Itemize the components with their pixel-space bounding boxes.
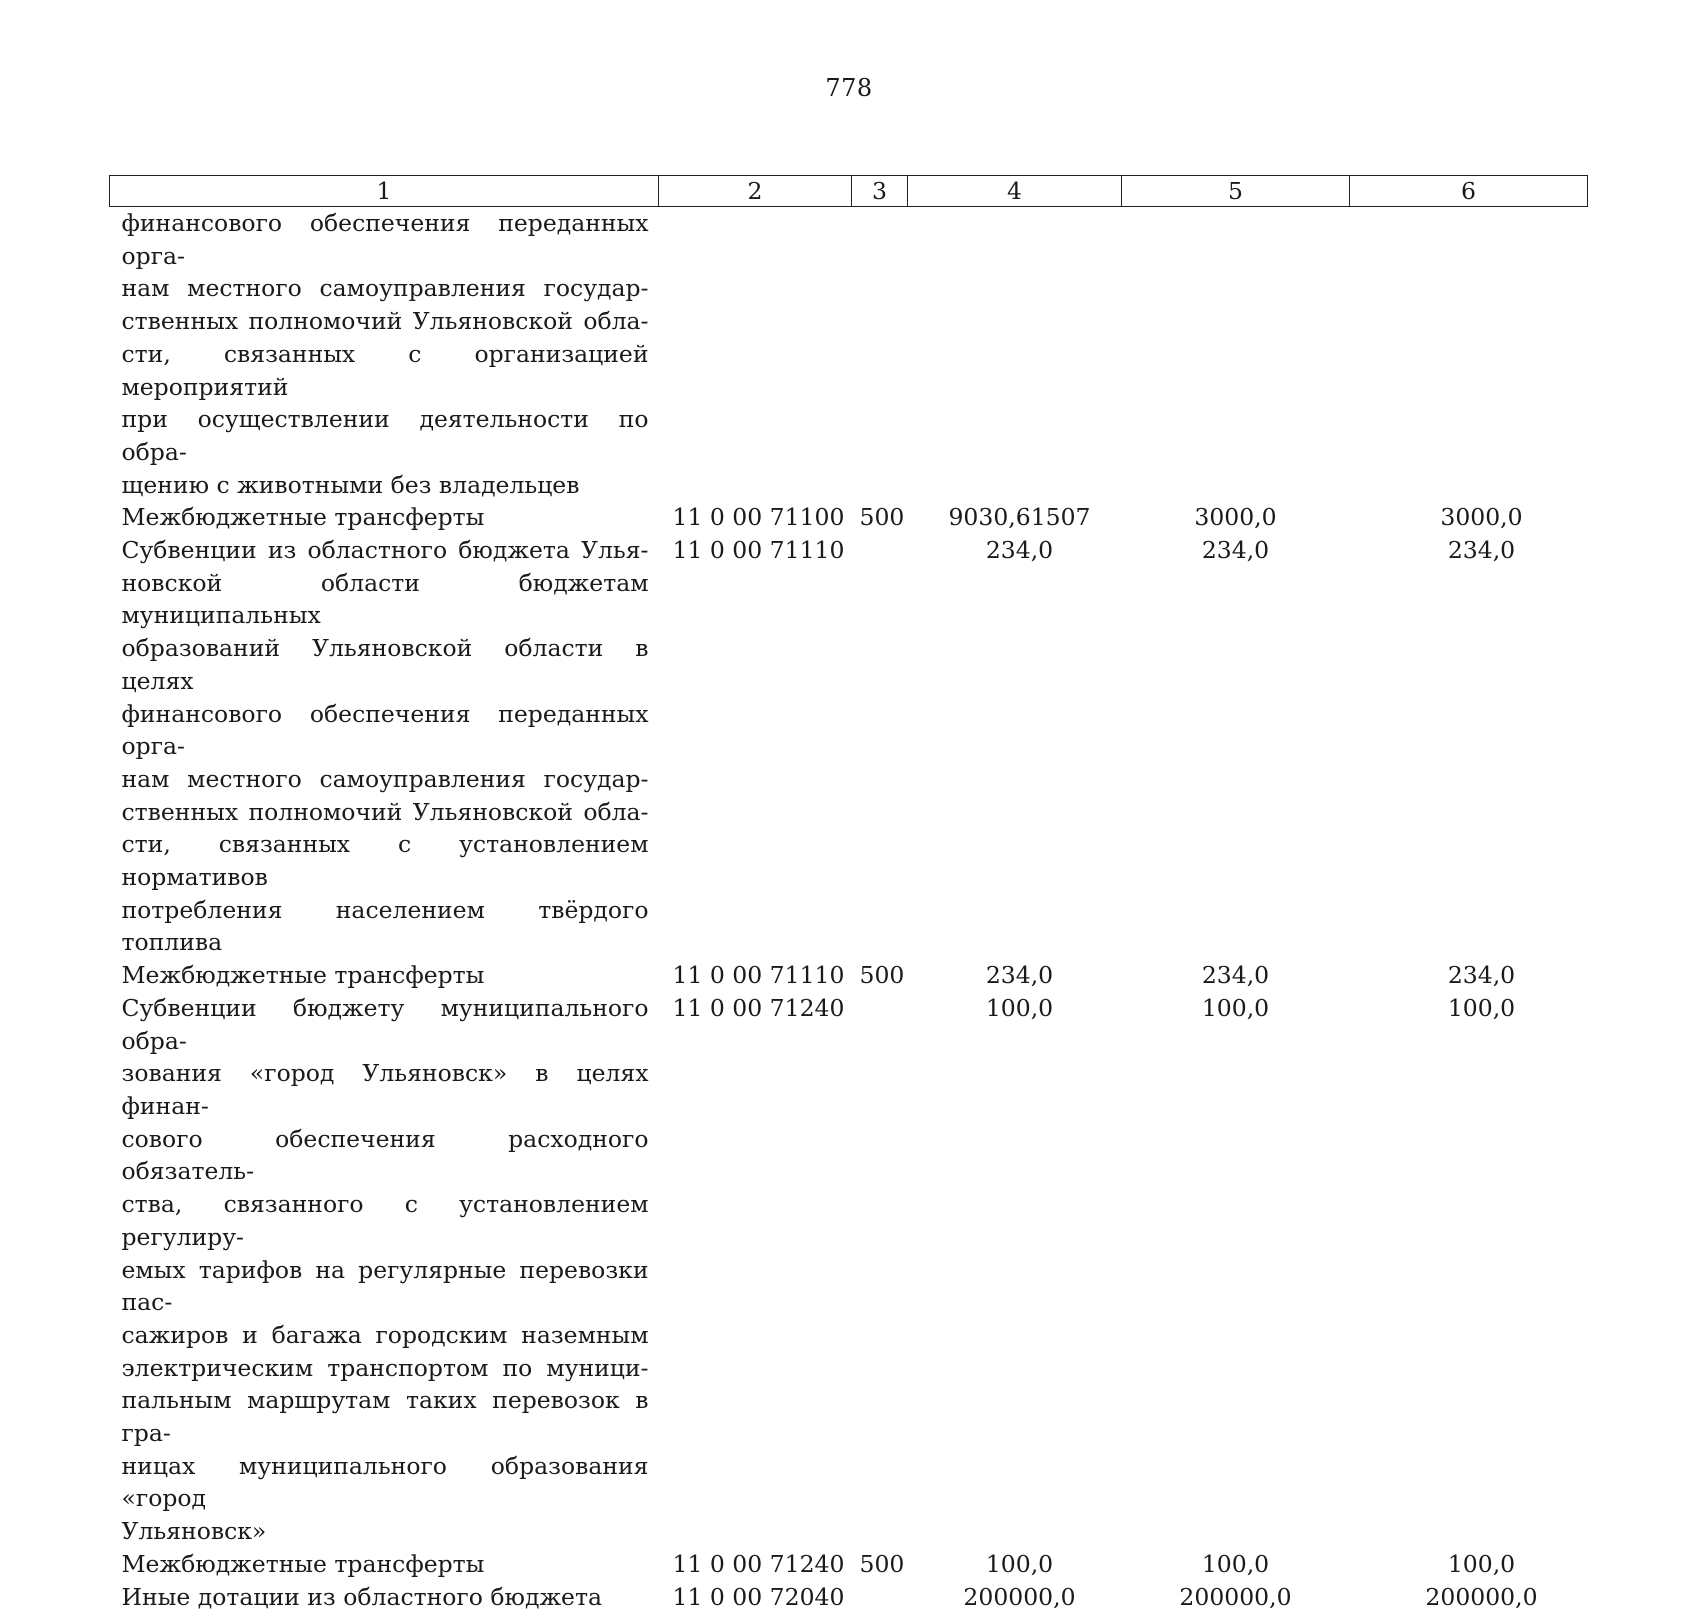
row-value-col5: 200000,0 bbox=[1122, 1581, 1350, 1613]
row-value-col5: 100,0 bbox=[1122, 992, 1350, 1548]
row-expense-type bbox=[852, 992, 908, 1548]
row-value-col4: 9030,61507 bbox=[908, 501, 1122, 534]
row-value-col6: 234,0 bbox=[1350, 534, 1588, 959]
row-name-line: Иные дотации из областного бюджета bbox=[122, 1581, 649, 1613]
row-name-line: нам местного самоуправления государ- bbox=[122, 272, 649, 305]
row-name-line: зования «город Ульяновск» в целях финан- bbox=[122, 1057, 649, 1122]
row-expense-type: 500 bbox=[852, 501, 908, 534]
row-csr-code: 11 0 00 72040 bbox=[659, 1581, 852, 1613]
row-name-line: сти, связанных с установлением нормативов bbox=[122, 828, 649, 893]
row-name bbox=[110, 534, 659, 959]
row-name-line: Межбюджетные трансферты bbox=[122, 1548, 649, 1581]
row-expense-type: 500 bbox=[852, 959, 908, 992]
row-name-line: электрическим транспортом по муници- bbox=[122, 1352, 649, 1385]
table-row bbox=[110, 207, 1588, 502]
header-col-3: 3 bbox=[852, 176, 908, 207]
budget-table bbox=[109, 175, 1588, 1613]
row-value-col6: 100,0 bbox=[1350, 992, 1588, 1548]
row-name-line: Межбюджетные трансферты bbox=[122, 501, 649, 534]
row-value-col5: 234,0 bbox=[1122, 959, 1350, 992]
row-name-line: Субвенции бюджету муниципального обра- bbox=[122, 992, 649, 1057]
table-row bbox=[110, 534, 1588, 959]
row-value-col4: 234,0 bbox=[908, 534, 1122, 959]
row-value-col5: 100,0 bbox=[1122, 1548, 1350, 1581]
row-csr-code: 11 0 00 71110 bbox=[659, 534, 852, 959]
header-col-6: 6 bbox=[1350, 176, 1588, 207]
table-header bbox=[110, 176, 1588, 207]
row-name-line: сти, связанных с организацией мероприятий bbox=[122, 338, 649, 403]
table-row bbox=[110, 501, 1588, 534]
row-name-line: финансового обеспечения переданных орга- bbox=[122, 698, 649, 763]
page-number: 778 bbox=[0, 74, 1698, 102]
row-value-col6: 200000,0 bbox=[1350, 1581, 1588, 1613]
row-expense-type bbox=[852, 1581, 908, 1613]
row-name-line: емых тарифов на регулярные перевозки пас- bbox=[122, 1254, 649, 1319]
row-name-line: Субвенции из областного бюджета Улья- bbox=[122, 534, 649, 567]
row-value-col5 bbox=[1122, 207, 1350, 502]
row-name-line: ницах муниципального образования «город bbox=[122, 1450, 649, 1515]
row-expense-type bbox=[852, 534, 908, 959]
row-name-line: ства, связанного с установлением регулиру- bbox=[122, 1188, 649, 1253]
row-csr-code: 11 0 00 71100 bbox=[659, 501, 852, 534]
header-col-2: 2 bbox=[659, 176, 852, 207]
row-name-line: пальным маршрутам таких перевозок в гра- bbox=[122, 1384, 649, 1449]
row-name-line: при осуществлении деятельности по обра- bbox=[122, 403, 649, 468]
row-csr-code: 11 0 00 71240 bbox=[659, 992, 852, 1548]
row-csr-code: 11 0 00 71110 bbox=[659, 959, 852, 992]
row-value-col6: 234,0 bbox=[1350, 959, 1588, 992]
header-col-1: 1 bbox=[110, 176, 659, 207]
row-name-line: ственных полномочий Ульяновской обла- bbox=[122, 305, 649, 338]
row-value-col4: 200000,0 bbox=[908, 1581, 1122, 1613]
row-value-col6 bbox=[1350, 207, 1588, 502]
row-name-line: Межбюджетные трансферты bbox=[122, 959, 649, 992]
row-expense-type bbox=[852, 207, 908, 502]
row-name-line: сового обеспечения расходного обязатель- bbox=[122, 1123, 649, 1188]
row-name-line: ственных полномочий Ульяновской обла- bbox=[122, 796, 649, 829]
row-name bbox=[110, 1581, 659, 1613]
row-value-col4 bbox=[908, 207, 1122, 502]
row-value-col4: 234,0 bbox=[908, 959, 1122, 992]
row-value-col6: 100,0 bbox=[1350, 1548, 1588, 1581]
row-name-line: сажиров и багажа городским наземным bbox=[122, 1319, 649, 1352]
row-value-col6: 3000,0 bbox=[1350, 501, 1588, 534]
row-name-line: финансового обеспечения переданных орга- bbox=[122, 207, 649, 272]
row-csr-code bbox=[659, 207, 852, 502]
row-name bbox=[110, 959, 659, 992]
row-name-line: щению с животными без владельцев bbox=[122, 469, 649, 502]
row-csr-code: 11 0 00 71240 bbox=[659, 1548, 852, 1581]
row-name-line: новской области бюджетам муниципальных bbox=[122, 567, 649, 632]
header-row bbox=[110, 176, 1588, 207]
header-col-4: 4 bbox=[908, 176, 1122, 207]
row-value-col4: 100,0 bbox=[908, 992, 1122, 1548]
table-row bbox=[110, 1581, 1588, 1613]
table-row bbox=[110, 992, 1588, 1548]
row-value-col5: 3000,0 bbox=[1122, 501, 1350, 534]
row-name-line: нам местного самоуправления государ- bbox=[122, 763, 649, 796]
row-value-col4: 100,0 bbox=[908, 1548, 1122, 1581]
row-name-line: потребления населением твёрдого топлива bbox=[122, 894, 649, 959]
table-row bbox=[110, 959, 1588, 992]
row-expense-type: 500 bbox=[852, 1548, 908, 1581]
row-name bbox=[110, 1548, 659, 1581]
table-row bbox=[110, 1548, 1588, 1581]
row-name bbox=[110, 207, 659, 502]
row-name bbox=[110, 992, 659, 1548]
row-value-col5: 234,0 bbox=[1122, 534, 1350, 959]
header-col-5: 5 bbox=[1122, 176, 1350, 207]
row-name-line: Ульяновск» bbox=[122, 1515, 649, 1548]
row-name-line: образований Ульяновской области в целях bbox=[122, 632, 649, 697]
row-name bbox=[110, 501, 659, 534]
table-body bbox=[110, 207, 1588, 1613]
